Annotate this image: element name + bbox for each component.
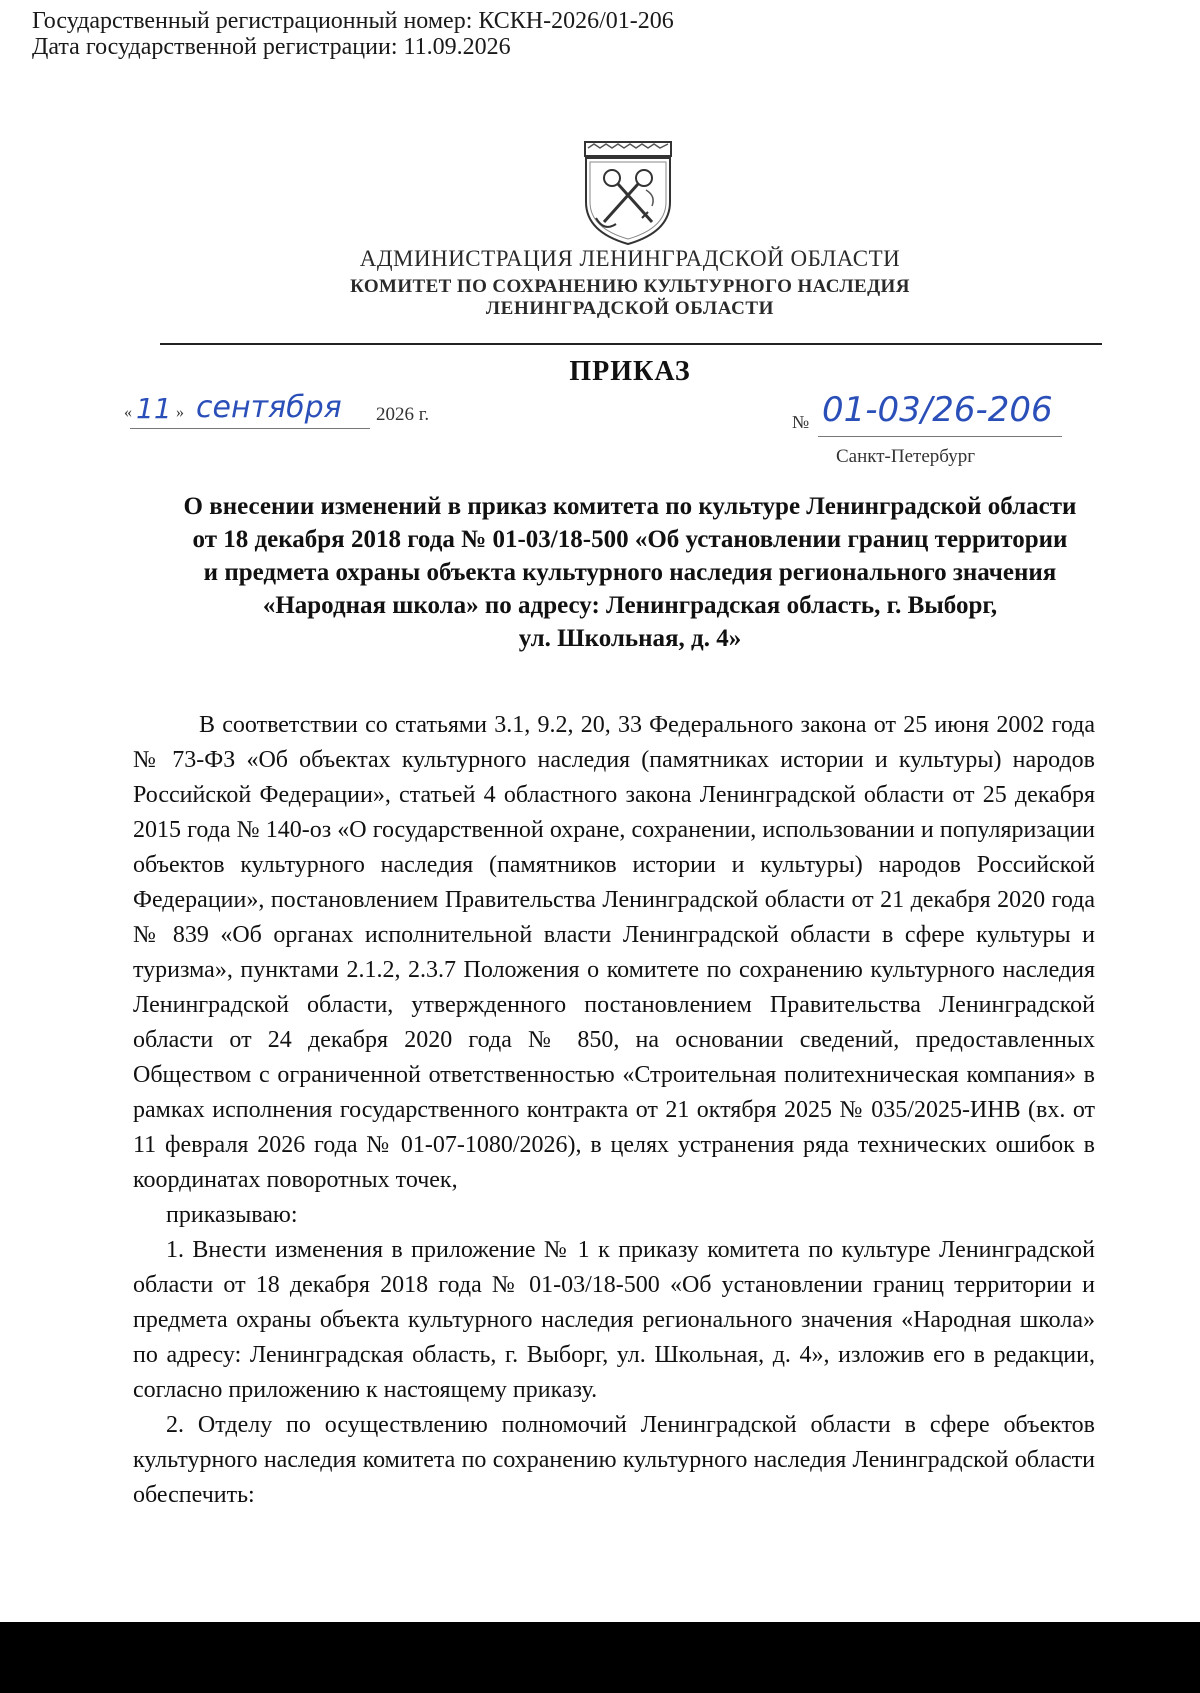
date-close-quote: » bbox=[176, 404, 184, 421]
date-underline bbox=[130, 428, 370, 429]
registration-block bbox=[32, 8, 674, 60]
heading-line: от 18 декабря 2018 года № 01-03/18-500 «Об установлении границ территории bbox=[192, 526, 1068, 553]
order-item-2: 2. Отделу по осуществлению полномочий Ленинградской области в сфере объектов культурного наследия комитета по сохранению культурного наследия Ленинградской области обеспечить: bbox=[133, 1412, 1095, 1508]
number-underline bbox=[818, 436, 1062, 437]
date-month: сентября bbox=[196, 390, 342, 425]
order-heading bbox=[100, 490, 1160, 655]
scan-edge-bar bbox=[0, 1622, 1200, 1693]
registration-number: Государственный регистрационный номер: КСКН-2026/01-206 bbox=[32, 8, 674, 34]
document-type-title: ПРИКАЗ bbox=[569, 356, 691, 387]
order-number: 01-03/26-206 bbox=[822, 390, 1053, 430]
date-year: 2026 г. bbox=[376, 404, 430, 425]
coat-of-arms-icon bbox=[582, 140, 674, 248]
order-body bbox=[133, 708, 1095, 1513]
preamble-paragraph: В соответствии со статьями 3.1, 9.2, 20, 33 Федерального закона от 25 июня 2002 года № 73-ФЗ «Об объектах культурного наследия (памятниках истории и культуры) народов Российской Федерации», статьей 4 областного закона Ленинградской области от 25 декабря 2015 года № 140-оз «О государственной охране, сохранении, использовании и популяризации объектов культурного наследия (памятников истории и культуры) народов Российской Федерации», постановлением Правительства Ленинградской области от 21 декабря 2020 года № 839 «Об органах исполнительной власти Ленинградской области в сфере культуры и туризма», пунктами 2.1.2, 2.3.7 Положения о комитете по сохранению культурного наследия Ленинградской области, утвержденного постановлением Правительства Ленинградской области от 24 декабря 2020 года № 850, на основании сведений, предоставленных Обществом с ограниченной ответственностью «Строительная политехническая компания» в рамках исполнения государственного контракта от 21 октября 2025 № 035/2025-ИНВ (вх. от 11 февраля 2026 года № 01-07-1080/2026), в целях устранения ряда технических ошибок в координатах поворотных точек, bbox=[133, 712, 1095, 1193]
order-date bbox=[120, 390, 480, 434]
header-divider bbox=[160, 343, 1102, 345]
order-word: приказываю: bbox=[166, 1202, 298, 1228]
date-day: 11 bbox=[136, 392, 172, 425]
heading-line: «Народная школа» по адресу: Ленинградская область, г. Выборг, bbox=[262, 592, 998, 619]
heading-line: и предмета охраны объекта культурного наследия регионального значения bbox=[203, 559, 1057, 586]
organization-line-3: ЛЕНИНГРАДСКОЙ ОБЛАСТИ bbox=[485, 298, 775, 319]
organization-line-1: АДМИНИСТРАЦИЯ ЛЕНИНГРАДСКОЙ ОБЛАСТИ bbox=[359, 246, 901, 271]
organization-line-2: КОМИТЕТ ПО СОХРАНЕНИЮ КУЛЬТУРНОГО НАСЛЕДИЯ bbox=[350, 276, 910, 297]
date-open-quote: « bbox=[124, 404, 132, 421]
registration-date: Дата государственной регистрации: 11.09.2026 bbox=[32, 34, 511, 60]
order-item-1: 1. Внести изменения в приложение № 1 к приказу комитета по культуре Ленинградской области от 18 декабря 2018 года № 01-03/18-500 «Об установлении границ территории и предмета охраны объекта культурного наследия регионального значения «Народная школа» по адресу: Ленинградская область, г. Выборг, ул. Школьная, д. 4», изложив его в редакции, согласно приложению к настоящему приказу. bbox=[133, 1237, 1095, 1403]
heading-line: О внесении изменений в приказ комитета по культуре Ленинградской области bbox=[183, 493, 1077, 520]
place-of-issue: Санкт-Петербург bbox=[836, 446, 976, 467]
number-sign: № bbox=[792, 412, 810, 432]
heading-line: ул. Школьная, д. 4» bbox=[518, 625, 742, 652]
